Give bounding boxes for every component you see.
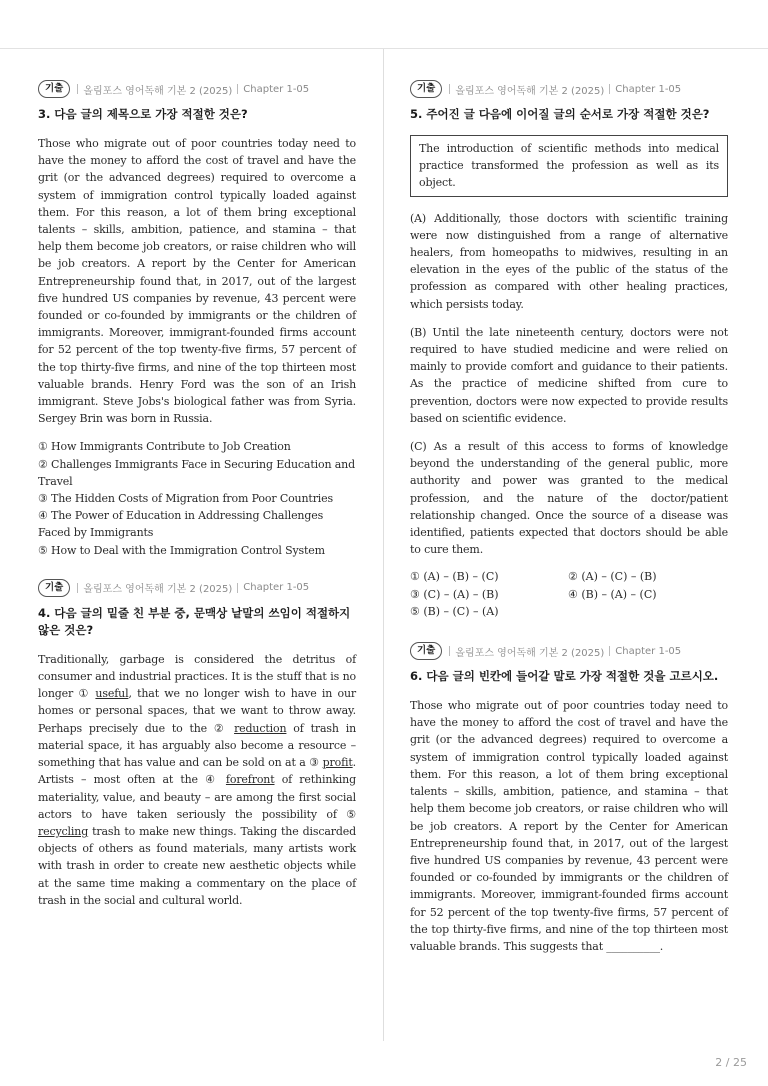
intro-box: The introduction of scientific methods into medical practice transformed the profession as well as its object. — [410, 135, 728, 197]
question-5 — [410, 79, 728, 620]
exam-badge: 기출 — [38, 80, 70, 98]
underlined-word-5: recycling — [38, 824, 89, 838]
question-4 — [38, 578, 356, 909]
passage-text: of trash in material space, it has arguably also become a resource – something that has value and can be sold on at a ③ — [38, 721, 357, 770]
choice-2[interactable]: ② Challenges Immigrants Face in Securing Education and Travel — [38, 457, 355, 488]
passage — [38, 651, 356, 909]
choice-2[interactable]: ② (A) – (C) – (B) — [568, 570, 657, 584]
passage-text: , that we no longer wish to have in our homes or personal spaces, that we want to throw away. Perhaps precisely due to the ② — [38, 687, 356, 735]
passage-text: . Artists – most often at the ④ — [38, 756, 356, 787]
underlined-word-2: reduction — [234, 721, 287, 735]
paragraph-a: (A) Additionally, those doctors with scientific training were now distinguished from a range of alternative healers, from homeopaths to midwives, resulting in an elevation in the eyes of the public of the status of the profession as compared with other healing practices, which persists today. — [410, 211, 728, 311]
header-rule — [0, 48, 768, 49]
question-meta — [38, 79, 356, 99]
source-label: 올림포스 영어독해 기본 2 (2025) — [83, 584, 233, 596]
choice-3[interactable]: ③ (C) – (A) – (B) — [410, 587, 499, 601]
passage-text: trash to make new things. Taking the discarded objects of others as found materials, many artists work with trash in order to create new aesthetic objects while at the same time making a commentary on the place of trash in the social and cultural world. — [38, 824, 356, 907]
column-divider — [383, 49, 384, 1041]
question-meta — [410, 641, 728, 661]
answer-choices — [38, 438, 356, 558]
passage-text: of rethinking materiality, value, and beauty – are among the first social actors to have taken seriously the possibility of ⑤ — [38, 773, 356, 821]
passage: Those who migrate out of poor countries today need to have the money to afford the cost of travel and have the grit (or the advanced degrees) required to overcome a system of immigration control typically loaded against them. For this reason, a lot of them bring exceptional talents – skills, ambition, patience, and stamina – that help them become job creators, or raise children who will be job creators. A report by the Center for American Entrepreneurship found that, in 2017, out of the largest five hundred US companies by revenue, 43 percent were founded or co-founded by immigrants or the children of immigrants. Moreover, immigrant-founded firms account for 52 percent of the top twenty-five firms, 57 percent of the top thirty-five firms, and nine of the top thirteen most valuable brands. This suggests that __________. — [410, 699, 728, 953]
answer-choices — [410, 568, 728, 620]
choice-1[interactable]: ① How Immigrants Contribute to Job Creation — [38, 440, 291, 454]
question-6 — [410, 641, 728, 955]
left-column — [38, 79, 356, 909]
exam-badge: 기출 — [410, 80, 442, 98]
paragraph-c: (C) As a result of this access to forms of knowledge beyond the understanding of the general public, more authority and power was granted to the medical profession, and the nature of the doctor/patient relationship changed. Once the source of a disease was identified, patients expected that doctors should be able to cure them. — [410, 440, 728, 557]
chapter-label: Chapter 1-05 — [243, 83, 310, 95]
choice-4[interactable]: ④ The Power of Education in Addressing Challenges Faced by Immigrants — [38, 509, 324, 540]
meta-separator — [237, 84, 238, 94]
choice-5[interactable]: ⑤ (B) – (C) – (A) — [410, 604, 499, 618]
paragraph-b: (B) Until the late nineteenth century, doctors were not required to have studied medicine and were relied on mainly to provide comfort and guidance to their patients. As the practice of medicine shifted from cure to prevention, doctors were now expected to provide results based on scientific evidence. — [410, 325, 728, 425]
meta-separator — [609, 646, 610, 656]
question-meta — [410, 79, 728, 99]
question-title: 4. 다음 글의 밑줄 친 부분 중, 문맥상 낱말의 쓰임이 적절하지 않은 것은? — [38, 605, 351, 637]
meta-separator — [77, 583, 78, 593]
underlined-word-3: profit — [322, 756, 353, 770]
question-title: 5. 주어진 글 다음에 이어질 글의 순서로 가장 적절한 것은? — [410, 107, 710, 121]
meta-separator — [609, 84, 610, 94]
choice-4[interactable]: ④ (B) – (A) – (C) — [568, 587, 657, 601]
passage-text: Traditionally, garbage is considered the detritus of consumer and industrial practices. It is the stuff that is no longer ① — [38, 652, 356, 701]
source-label: 올림포스 영어독해 기본 2 (2025) — [455, 647, 605, 659]
chapter-label: Chapter 1-05 — [243, 582, 310, 594]
right-column — [410, 79, 728, 955]
meta-separator — [77, 84, 78, 94]
choice-5[interactable]: ⑤ How to Deal with the Immigration Control System — [38, 543, 325, 557]
source-label: 올림포스 영어독해 기본 2 (2025) — [455, 85, 605, 97]
exam-badge: 기출 — [410, 642, 442, 660]
choice-3[interactable]: ③ The Hidden Costs of Migration from Poor Countries — [38, 492, 334, 506]
question-meta — [38, 578, 356, 598]
page-number: 2 / 25 — [715, 1056, 747, 1069]
meta-separator — [449, 646, 450, 656]
passage: Those who migrate out of poor countries today need to have the money to afford the cost of travel and have the grit (or the advanced degrees) required to overcome a system of immigration control typically loaded against them. For this reason, a lot of them bring exceptional talents – skills, ambition, patience, and stamina – that help them become job creators, or raise children who will be job creators. A report by the Center for American Entrepreneurship found that, in 2017, out of the largest five hundred US companies by revenue, 43 percent were founded or co-founded by immigrants or the children of immigrants. Moreover, immigrant-founded firms account for 52 percent of the top twenty-five firms, 57 percent of the top thirty-five firms, and nine of the top thirteen most valuable brands. Henry Ford was the son of an Irish immigrant. Steve Jobs's biological father was from Syria. Sergey Brin was born in Russia. — [38, 137, 356, 426]
question-title: 3. 다음 글의 제목으로 가장 적절한 것은? — [38, 107, 248, 121]
meta-separator — [237, 583, 238, 593]
source-label: 올림포스 영어독해 기본 2 (2025) — [83, 85, 233, 97]
chapter-label: Chapter 1-05 — [615, 83, 682, 95]
underlined-word-1: useful — [95, 687, 129, 701]
chapter-label: Chapter 1-05 — [615, 645, 682, 657]
question-3 — [38, 79, 356, 559]
underlined-word-4: forefront — [225, 773, 275, 787]
choice-1[interactable]: ① (A) – (B) – (C) — [410, 570, 499, 584]
question-title: 6. 다음 글의 빈칸에 들어갈 말로 가장 적절한 것을 고르시오. — [410, 669, 719, 684]
meta-separator — [449, 84, 450, 94]
exam-badge: 기출 — [38, 579, 70, 597]
